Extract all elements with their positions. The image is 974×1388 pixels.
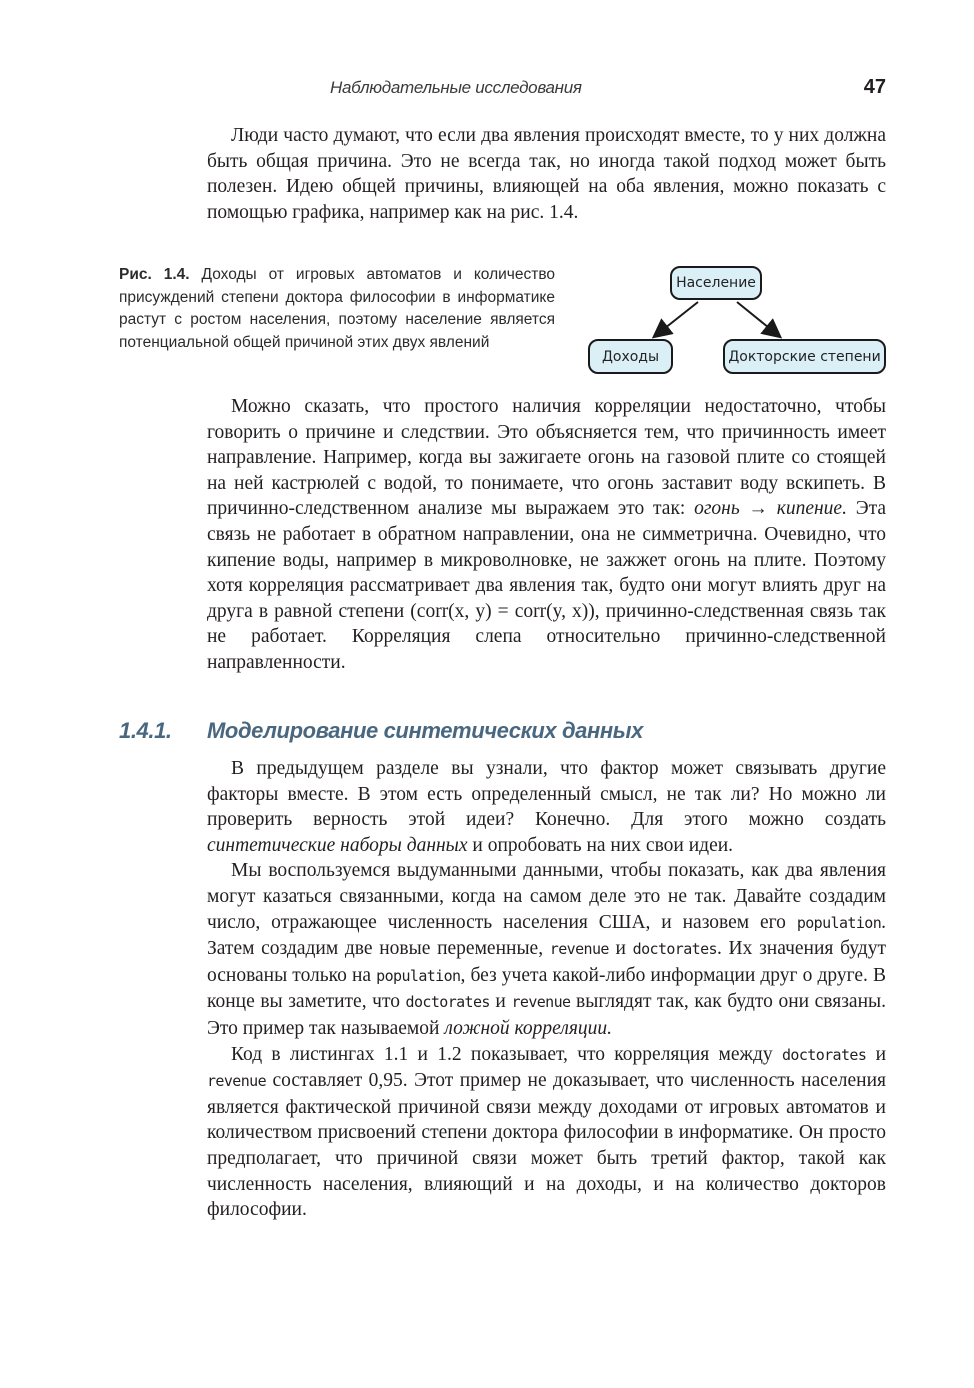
node-doctorates: Докторские степени [723,339,886,374]
code-doctorates: doctorates [632,940,717,959]
causality-text-2: Эта связь не работает в обратном направлении, она не симметрична. Очевидно, что кипение воды, например в микроволновке, не зажжет огонь на плите. Поэтому хотя корреляция рассматривает два явления так, будто они могут влиять друг на друга в равной степени (corr(x, y) = corr(y, x)), причинно-следственная связь так не работает. Корреляция слепа относительно причинно-следственной направленности. [207,498,887,673]
section-title: Моделирование синтетических данных [207,718,643,743]
text: и [866,1043,887,1065]
section-body [207,756,886,1223]
arrow-population-to-doctorates [737,302,779,336]
text: выглядят так, как будто они связаны. Это пример так называемой [207,991,887,1039]
code-revenue: revenue [207,1072,267,1091]
figure-label: Рис. 1.4. [119,266,190,283]
intro-paragraph: Люди часто думают, что если два явления происходят вместе, то у них должна быть общая причина. Это не всегда так, но иногда такой подход может быть полезен. Идею общей причины, влияющей на оба явления, можно показать с помощью графика, например как на рис. 1.4. [207,125,886,223]
text: и опробовать на них свои идеи. [467,834,734,856]
node-population: Население [670,266,762,300]
code-revenue: revenue [511,993,571,1012]
page-number: 47 [863,76,886,98]
section-paragraph-2 [207,858,886,1041]
code-doctorates: doctorates [781,1045,867,1064]
figure-caption [119,264,555,354]
emphasis: синтетические наборы данных [207,834,468,856]
code-population: population [796,913,882,932]
causality-text-1: Можно сказать, что простого наличия корреляции недостаточно, чтобы говорить о причине и следствии. Это объясняется тем, что причинность имеет направление. Например, когда вы зажигаете огонь на газовой плите со стоящей на ней кастрюлей с водой, то понимаете, что огонь заставит воду вскипеть. В причинно-следственном анализе мы выражаем это так: [207,396,886,520]
text: , без учета какой-либо информации друг о друге. В конце вы заметите, что [207,964,886,1013]
code-population: population [376,966,461,985]
section-number: 1.4.1. [119,718,172,743]
code-revenue: revenue [549,940,609,959]
section-heading [119,718,643,744]
text: Код в листингах 1.1 и 1.2 показывает, что корреляция между [231,1043,782,1065]
causal-diagram [585,260,895,385]
emphasis: ложной корреляции. [444,1017,613,1039]
text: . Затем создадим две новые переменные, [207,911,886,960]
node-revenue: Доходы [588,339,673,374]
text: . Их значения будут основаны только на [207,938,886,986]
code-doctorates: doctorates [405,993,490,1012]
text: В предыдущем разделе вы узнали, что фактор может связывать другие факторы вместе. В этом есть определенный смысл, не так ли? Но можно ли проверить верность этой идеи? Конечно. Для этого можно создать [207,758,886,831]
running-head-title: Наблюдательные исследования [330,78,582,97]
causality-paragraph [207,394,886,676]
intro-section [207,123,886,225]
section-paragraph-3 [207,1042,886,1223]
causality-section [207,394,886,676]
figure-caption-text: Доходы от игровых автоматов и количество присуждений степени доктора философии в информатике растут с ростом населения, поэтому население является потенциальной общей причиной этих двух явлений [119,266,555,351]
arrow-population-to-revenue [655,302,698,336]
section-paragraph-1 [207,756,886,858]
text: Мы воспользуемся выдуманными данными, чтобы показать, как два явления могут казаться связанными, когда на самом деле это не так. Давайте создадим число, отражающее численность населения США, и назовем его [207,860,886,933]
text: и [489,991,512,1013]
causality-formula: огонь → кипение. [694,498,847,520]
text: составляет 0,95. Этот пример не доказывает, что численность населения является фактической причиной связи между доходами от игровых автоматов и количеством присвоений степени доктора философии в информатике. Он просто предполагает, что причиной связи может быть третий фактор, такой как численность населения, влияющий и на доходы, и на количество докторов философии. [207,1070,886,1221]
text: и [608,938,633,960]
